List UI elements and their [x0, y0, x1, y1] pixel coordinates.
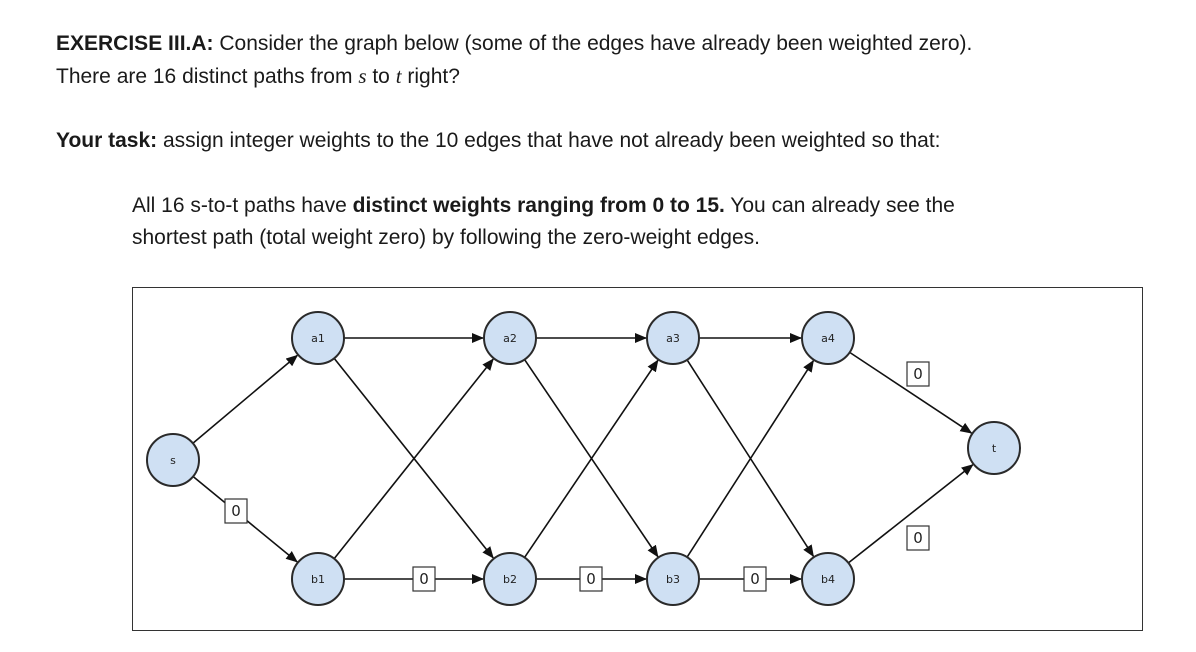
node-s	[147, 434, 199, 486]
condition-statement	[132, 190, 955, 254]
svg-text:0: 0	[586, 570, 596, 588]
node-b2	[484, 553, 536, 605]
node-a4	[802, 312, 854, 364]
svg-text:b3: b3	[666, 573, 680, 586]
svg-text:0: 0	[913, 365, 923, 383]
svg-text:b1: b1	[311, 573, 325, 586]
svg-text:b2: b2	[503, 573, 517, 586]
condition-text1: All 16 s-to-t paths have	[132, 194, 353, 217]
condition-bold: distinct weights ranging from 0 to 15.	[352, 194, 725, 217]
exercise-line2-a: There are 16 distinct paths from	[56, 65, 359, 88]
exercise-source-symbol: s	[358, 64, 367, 88]
exercise-statement	[56, 28, 972, 93]
node-a1	[292, 312, 344, 364]
weight-label-b3-b4	[744, 567, 766, 591]
weight-label-a4-t	[907, 362, 929, 386]
svg-text:0: 0	[231, 502, 241, 520]
edge-s-a1	[193, 355, 297, 443]
node-b3	[647, 553, 699, 605]
weight-label-s-b1	[225, 499, 247, 523]
svg-text:t: t	[991, 442, 997, 455]
exercise-line1: Consider the graph below (some of the edges have already been weighted zero).	[213, 32, 973, 55]
task-statement	[56, 125, 941, 157]
svg-text:b4: b4	[821, 573, 835, 586]
svg-text:0: 0	[419, 570, 429, 588]
condition-line2: shortest path (total weight zero) by following the zero-weight edges.	[132, 226, 761, 249]
svg-text:a1: a1	[311, 332, 325, 345]
weight-label-b4-t	[907, 526, 929, 550]
graph-diagram	[132, 287, 1143, 631]
exercise-line2-c: right?	[401, 65, 460, 88]
svg-text:a3: a3	[666, 332, 680, 345]
node-a2	[484, 312, 536, 364]
task-label: Your task:	[56, 129, 158, 152]
node-b1	[292, 553, 344, 605]
svg-text:0: 0	[750, 570, 760, 588]
svg-text:a4: a4	[821, 332, 835, 345]
node-t	[968, 422, 1020, 474]
svg-text:s: s	[170, 454, 176, 467]
task-text: assign integer weights to the 10 edges that have not already been weighted so that:	[157, 129, 941, 152]
graph-canvas	[133, 288, 1142, 630]
condition-text2: You can already see the	[724, 194, 955, 217]
svg-text:0: 0	[913, 529, 923, 547]
exercise-target-symbol: t	[395, 64, 402, 88]
svg-text:a2: a2	[503, 332, 517, 345]
weight-label-b1-b2	[413, 567, 435, 591]
weight-label-b2-b3	[580, 567, 602, 591]
exercise-title: EXERCISE III.A:	[56, 32, 214, 55]
node-a3	[647, 312, 699, 364]
exercise-line2-b: to	[366, 65, 396, 88]
node-b4	[802, 553, 854, 605]
